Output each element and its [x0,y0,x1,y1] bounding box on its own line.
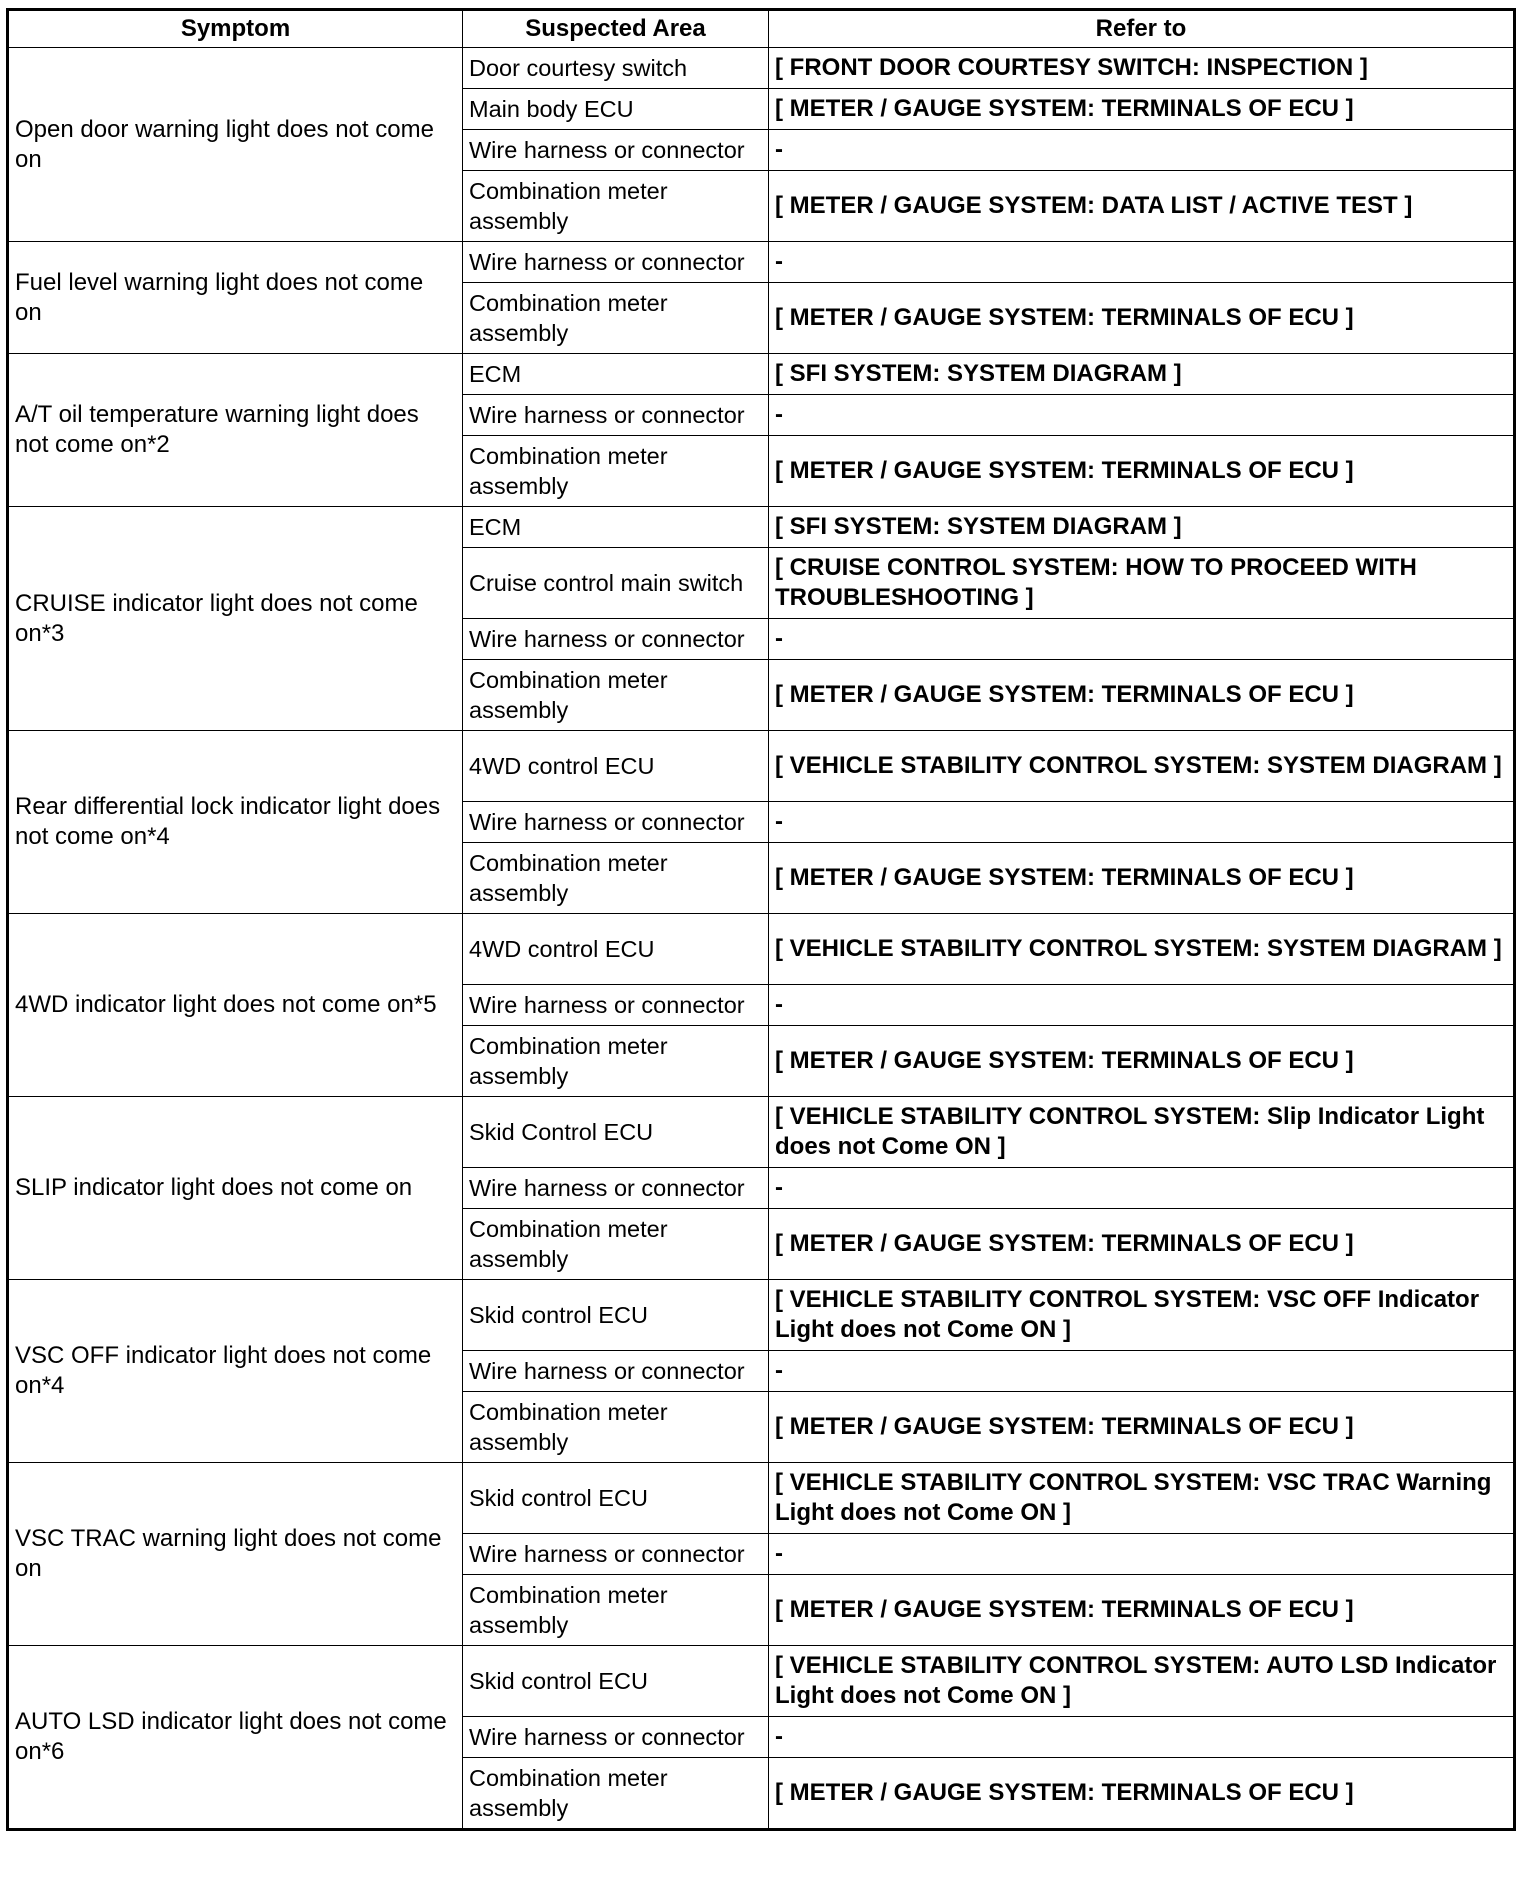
symptom-cell: VSC OFF indicator light does not come on*4 [8,1280,463,1463]
refer-to-cell: [ SFI SYSTEM: SYSTEM DIAGRAM ] [769,507,1515,548]
suspected-area-cell: Combination meter assembly [463,660,769,731]
suspected-area-cell: Wire harness or connector [463,1717,769,1758]
suspected-area-cell: Wire harness or connector [463,130,769,171]
symptom-cell: A/T oil temperature warning light does not come on*2 [8,354,463,507]
suspected-area-cell: Wire harness or connector [463,619,769,660]
suspected-area-cell: Cruise control main switch [463,548,769,619]
symptom-cell: VSC TRAC warning light does not come on [8,1463,463,1646]
suspected-area-cell: Combination meter assembly [463,436,769,507]
refer-to-cell: - [769,619,1515,660]
refer-to-cell: [ FRONT DOOR COURTESY SWITCH: INSPECTION ] [769,48,1515,89]
refer-to-cell: [ METER / GAUGE SYSTEM: DATA LIST / ACTIVE TEST ] [769,171,1515,242]
suspected-area-cell: Skid control ECU [463,1646,769,1717]
refer-to-cell: - [769,1717,1515,1758]
suspected-area-cell: Wire harness or connector [463,985,769,1026]
table-row [8,1463,1515,1534]
refer-to-cell: [ METER / GAUGE SYSTEM: TERMINALS OF ECU ] [769,660,1515,731]
suspected-area-cell: Combination meter assembly [463,1392,769,1463]
refer-to-cell: - [769,1351,1515,1392]
suspected-area-cell: Wire harness or connector [463,1351,769,1392]
suspected-area-cell: Wire harness or connector [463,802,769,843]
refer-to-cell: [ CRUISE CONTROL SYSTEM: HOW TO PROCEED WITH TROUBLESHOOTING ] [769,548,1515,619]
refer-to-cell: - [769,1168,1515,1209]
refer-to-cell: [ VEHICLE STABILITY CONTROL SYSTEM: AUTO LSD Indicator Light does not Come ON ] [769,1646,1515,1717]
suspected-area-cell: Combination meter assembly [463,843,769,914]
table-row [8,1097,1515,1168]
header-symptom: Symptom [8,10,463,48]
refer-to-cell: [ METER / GAUGE SYSTEM: TERMINALS OF ECU ] [769,283,1515,354]
refer-to-cell: [ METER / GAUGE SYSTEM: TERMINALS OF ECU ] [769,1209,1515,1280]
suspected-area-cell: ECM [463,354,769,395]
refer-to-cell: [ VEHICLE STABILITY CONTROL SYSTEM: VSC TRAC Warning Light does not Come ON ] [769,1463,1515,1534]
table-row [8,354,1515,395]
suspected-area-cell: 4WD control ECU [463,731,769,802]
refer-to-cell: - [769,802,1515,843]
header-refer-to: Refer to [769,10,1515,48]
refer-to-cell: [ METER / GAUGE SYSTEM: TERMINALS OF ECU ] [769,1758,1515,1830]
refer-to-cell: [ VEHICLE STABILITY CONTROL SYSTEM: SYSTEM DIAGRAM ] [769,731,1515,802]
suspected-area-cell: Wire harness or connector [463,1168,769,1209]
symptom-cell: SLIP indicator light does not come on [8,1097,463,1280]
refer-to-cell: - [769,1534,1515,1575]
table-row [8,1646,1515,1717]
suspected-area-cell: Combination meter assembly [463,1758,769,1830]
refer-to-cell: - [769,130,1515,171]
suspected-area-cell: Wire harness or connector [463,242,769,283]
document-page [6,8,1516,1831]
symptom-cell: CRUISE indicator light does not come on*3 [8,507,463,731]
suspected-area-cell: Main body ECU [463,89,769,130]
table-row [8,731,1515,802]
refer-to-cell: [ SFI SYSTEM: SYSTEM DIAGRAM ] [769,354,1515,395]
header-suspected-area: Suspected Area [463,10,769,48]
suspected-area-cell: Wire harness or connector [463,395,769,436]
refer-to-cell: [ METER / GAUGE SYSTEM: TERMINALS OF ECU ] [769,1575,1515,1646]
symptom-cell: Fuel level warning light does not come on [8,242,463,354]
table-row [8,507,1515,548]
table-row [8,914,1515,985]
refer-to-cell: [ METER / GAUGE SYSTEM: TERMINALS OF ECU ] [769,1392,1515,1463]
suspected-area-cell: Combination meter assembly [463,171,769,242]
suspected-area-cell: Skid control ECU [463,1463,769,1534]
suspected-area-cell: Combination meter assembly [463,1209,769,1280]
refer-to-cell: - [769,395,1515,436]
symptom-cell: 4WD indicator light does not come on*5 [8,914,463,1097]
refer-to-cell: [ METER / GAUGE SYSTEM: TERMINALS OF ECU ] [769,843,1515,914]
suspected-area-cell: Combination meter assembly [463,1575,769,1646]
refer-to-cell: - [769,985,1515,1026]
table-row [8,242,1515,283]
suspected-area-cell: Combination meter assembly [463,1026,769,1097]
suspected-area-cell: 4WD control ECU [463,914,769,985]
symptom-cell: Open door warning light does not come on [8,48,463,242]
suspected-area-cell: Wire harness or connector [463,1534,769,1575]
refer-to-cell: - [769,242,1515,283]
refer-to-cell: [ VEHICLE STABILITY CONTROL SYSTEM: SYSTEM DIAGRAM ] [769,914,1515,985]
refer-to-cell: [ METER / GAUGE SYSTEM: TERMINALS OF ECU ] [769,89,1515,130]
troubleshooting-table [6,8,1516,1831]
refer-to-cell: [ METER / GAUGE SYSTEM: TERMINALS OF ECU ] [769,436,1515,507]
header-row [8,10,1515,48]
refer-to-cell: [ METER / GAUGE SYSTEM: TERMINALS OF ECU ] [769,1026,1515,1097]
suspected-area-cell: Skid control ECU [463,1280,769,1351]
symptom-cell: AUTO LSD indicator light does not come on*6 [8,1646,463,1830]
suspected-area-cell: Skid Control ECU [463,1097,769,1168]
suspected-area-cell: Combination meter assembly [463,283,769,354]
table-row [8,48,1515,89]
refer-to-cell: [ VEHICLE STABILITY CONTROL SYSTEM: VSC OFF Indicator Light does not Come ON ] [769,1280,1515,1351]
refer-to-cell: [ VEHICLE STABILITY CONTROL SYSTEM: Slip Indicator Light does not Come ON ] [769,1097,1515,1168]
suspected-area-cell: Door courtesy switch [463,48,769,89]
suspected-area-cell: ECM [463,507,769,548]
table-row [8,1280,1515,1351]
symptom-cell: Rear differential lock indicator light does not come on*4 [8,731,463,914]
